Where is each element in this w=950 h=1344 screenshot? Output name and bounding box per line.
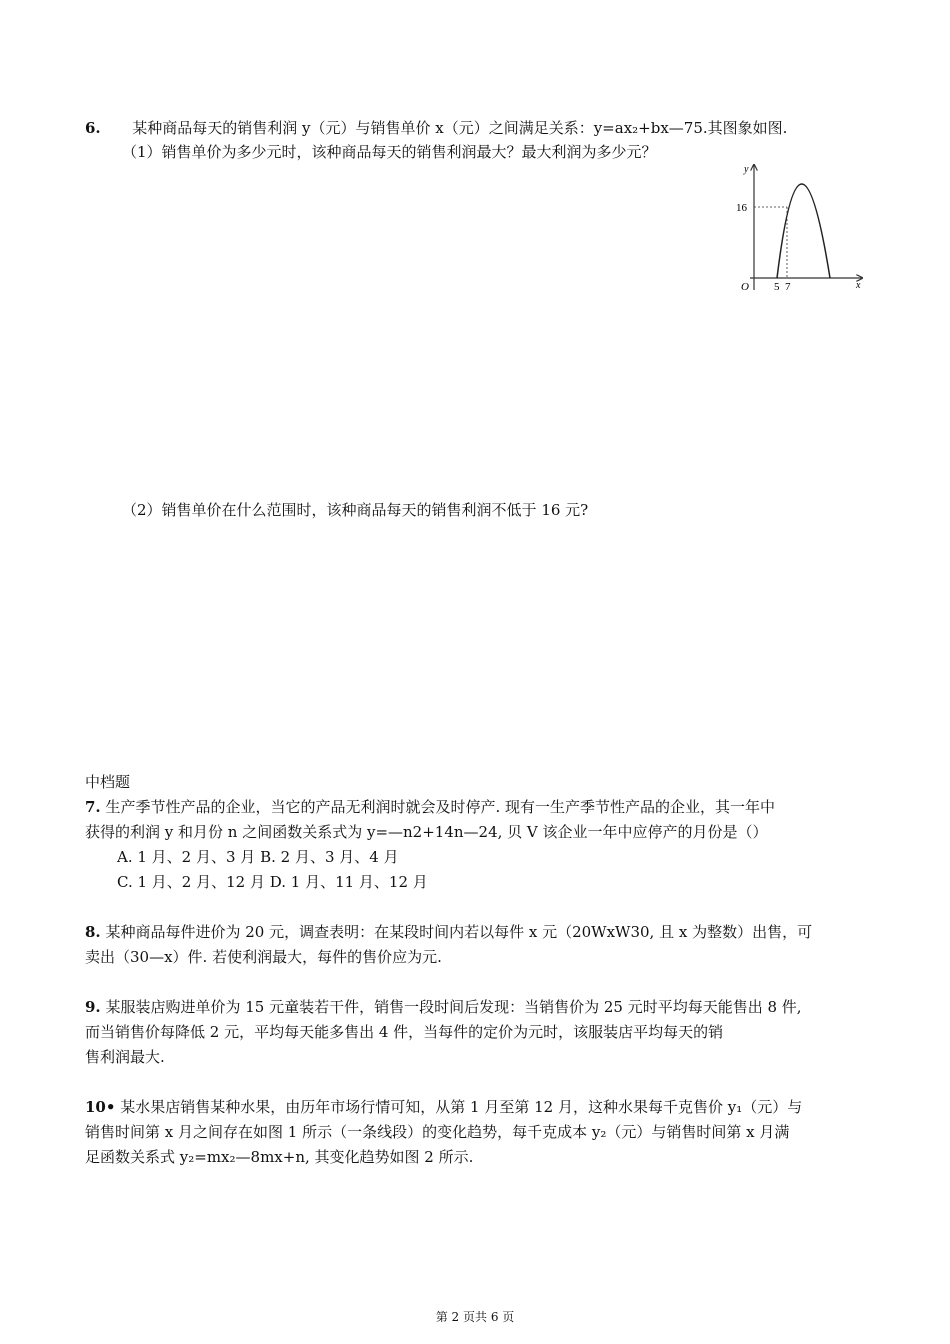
question-7-line-2: 获得的利润 y 和月份 n 之间函数关系式为 y=—n2+14n—24, 贝 V 该企业一年中应停产的月份是（） [85,823,768,841]
question-text: 某服装店购进单价为 15 元童装若干件，销售一段时间后发现：当销售价为 25 元时平均每天能售出 8 件, [105,998,802,1016]
question-9-line-3: 售利润最大. [85,1048,165,1066]
question-text: 某种商品每件进价为 20 元，调查表明：在某段时间内若以每件 x 元（20WxW30, 且 x 为整数）出售，可 [105,923,813,941]
parabola-figure [732,160,867,295]
question-9-line-2: 而当销售价每降低 2 元，平均每天能多售出 4 件，当每件的定价为元时，该服装店平均每天的销 [85,1023,724,1041]
page-footer: 第 2 页共 6 页 [435,1310,515,1324]
question-text: 某种商品每天的销售利润 y（元）与销售单价 x（元）之间满足关系：y=ax₂+bx—75.其图象如图. [132,119,788,137]
question-9-line-1 [85,997,802,1017]
origin-label: O [741,281,749,293]
x-axis-label: x [856,280,861,291]
question-7-line-1 [85,797,775,817]
question-10-line-3: 足函数关系式 y₂=mx₂—8mx+n, 其变化趋势如图 2 所示. [85,1148,474,1166]
question-number: 6. [85,119,101,137]
question-6-part-2: （2）销售单价在什么范围时，该种商品每天的销售利润不低于 16 元? [122,501,589,519]
question-number: 10• [85,1098,116,1116]
question-number: 9. [85,998,101,1016]
question-10-line-2: 销售时间第 x 月之间存在如图 1 所示（一条线段）的变化趋势，每千克成本 y₂（元）与销售时间第 x 月满 [85,1123,790,1141]
question-8-line-2: 卖出（30—x）件. 若使利润最大，每件的售价应为元. [85,948,442,966]
question-text: 生产季节性产品的企业，当它的产品无利润时就会及时停产. 现有一生产季节性产品的企业，其一年中 [105,798,775,816]
question-6-part-1: （1）销售单价为多少元时，该种商品每天的销售利润最大？最大利润为多少元？ [122,143,657,161]
question-8-line-1 [85,922,812,942]
question-number: 8. [85,923,101,941]
question-6 [85,118,787,138]
y-tick-16: 16 [736,202,747,214]
question-7-options-ab: A. 1 月、2 月、3 月 B. 2 月、3 月、4 月 [117,848,399,866]
x-tick-7: 7 [785,281,791,293]
y-axis-label: y [744,164,749,175]
question-number: 7. [85,798,101,816]
section-heading: 中档题 [85,773,131,791]
question-10-line-1 [85,1097,802,1117]
question-text: 某水果店销售某种水果，由历年市场行情可知，从第 1 月至第 12 月，这种水果每千克售价 y₁（元）与 [120,1098,803,1116]
x-tick-5: 5 [774,281,780,293]
parabola-curve [777,184,830,278]
question-7-options-cd: C. 1 月、2 月、12 月 D. 1 月、11 月、12 月 [117,873,428,891]
